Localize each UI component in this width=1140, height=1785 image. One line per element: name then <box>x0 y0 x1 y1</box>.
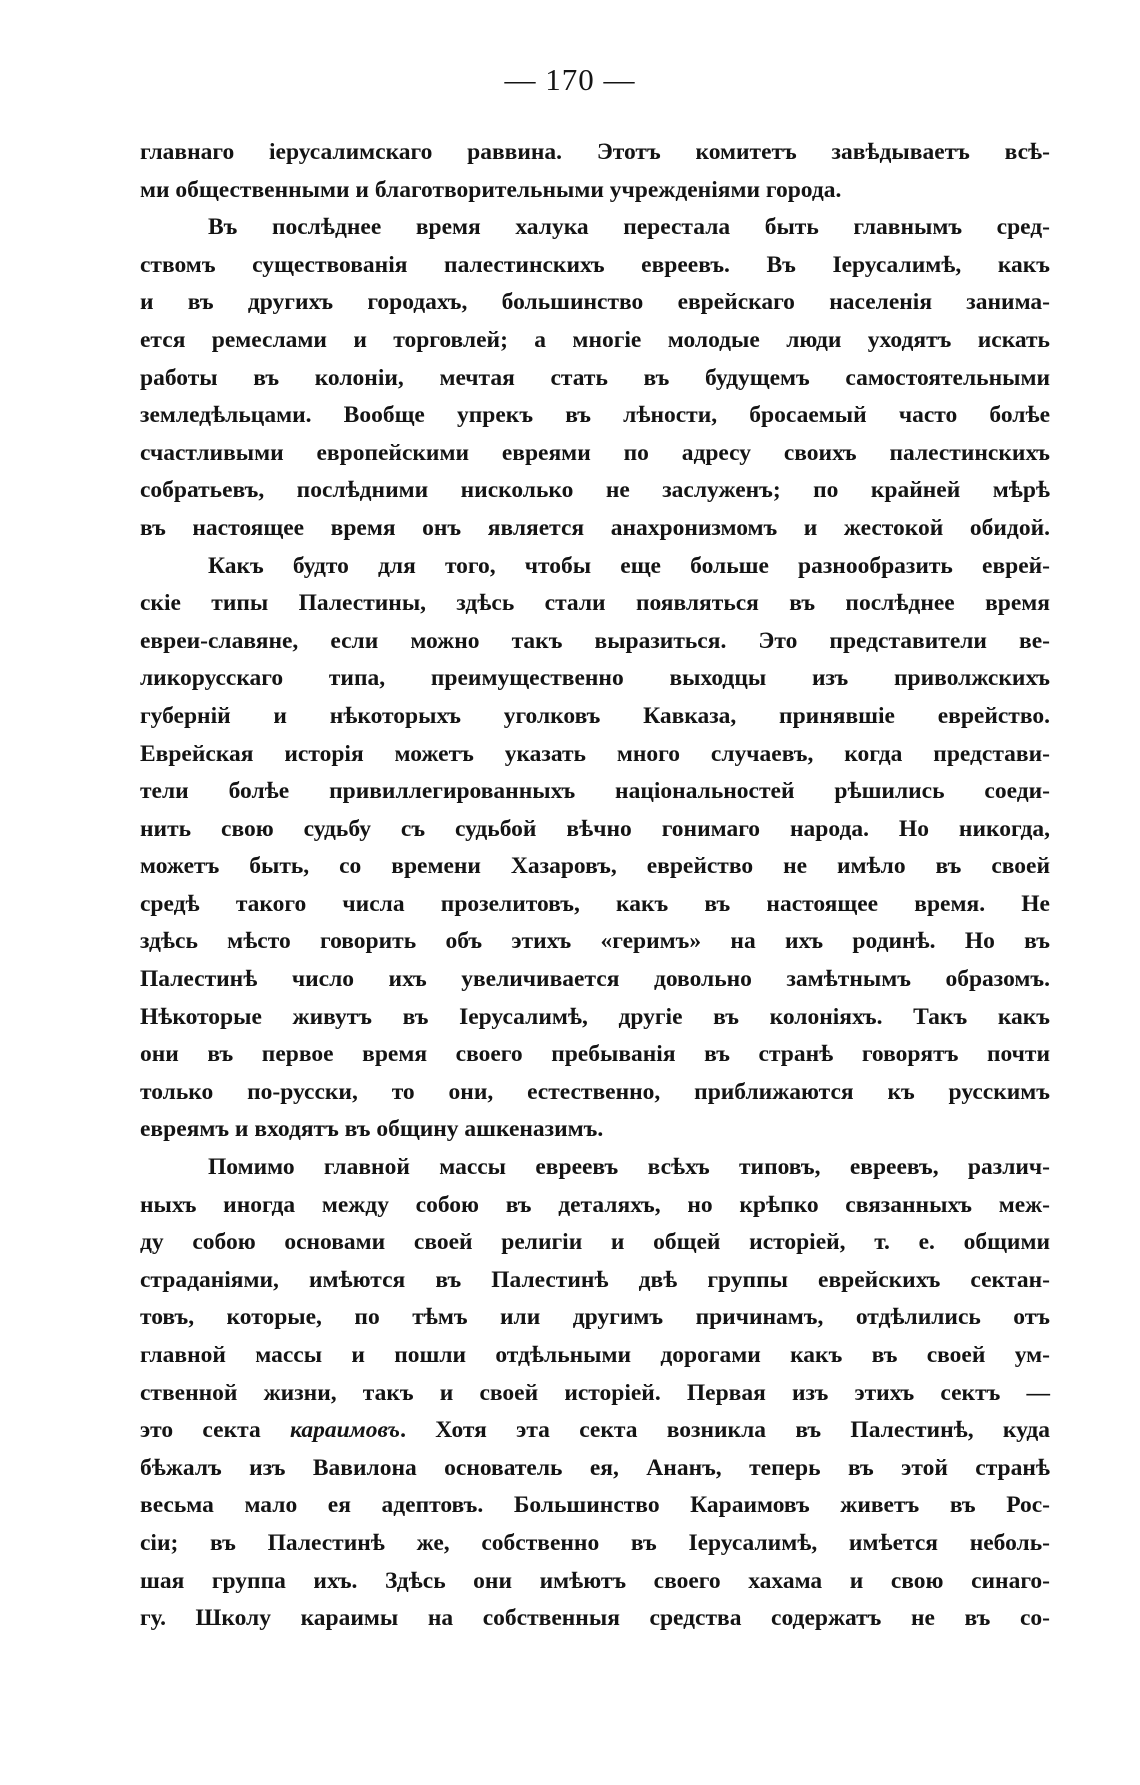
text-line-with-italic <box>140 1412 1050 1450</box>
paragraph <box>140 1149 1050 1638</box>
text-line: ликорусскаго типа, преимущественно выходцы изъ приволжскихъ <box>140 665 1050 692</box>
text-line: ется ремеслами и торговлей; а многіе молодые люди уходятъ искать <box>140 326 1050 353</box>
text-line: и въ другихъ городахъ, большинство еврейскаго населенія занима- <box>140 289 1050 316</box>
text-line: сіи; въ Палестинѣ же, собственно въ Іерусалимѣ, имѣется неболь- <box>140 1529 1050 1556</box>
text-line: главной массы и пошли отдѣльными дорогами какъ въ своей ум- <box>140 1342 1050 1368</box>
text-line: Какъ будто для того, чтобы еще больше разнообразить еврей- <box>208 552 1050 579</box>
text-line: земледѣльцами. Вообще упрекъ въ лѣности, бросаемый часто болѣе <box>140 402 1050 429</box>
text-line: Палестинѣ число ихъ увеличивается довольно замѣтнымъ образомъ. <box>140 966 1050 993</box>
text-line: Нѣкоторые живутъ въ Іерусалимѣ, другіе въ колоніяхъ. Такъ какъ <box>140 1003 1050 1030</box>
text-line: ныхъ иногда между собою въ деталяхъ, но крѣпко связанныхъ меж- <box>140 1191 1050 1218</box>
text-line: собратьевъ, послѣдними нисколько не заслуженъ; по крайней мѣрѣ <box>140 477 1050 504</box>
text-line: только по-русски, то они, естественно, приближаются къ русскимъ <box>140 1078 1050 1105</box>
paragraph <box>140 209 1050 547</box>
text-fragment: это секта <box>140 1417 290 1444</box>
text-line: скіе типы Палестины, здѣсь стали появляться въ послѣднее время <box>140 590 1050 617</box>
page-number: — 170 — <box>504 62 636 97</box>
text-line: гу. Школу караимы на собственныя средства содержатъ не въ со- <box>140 1605 1050 1632</box>
text-line: тели болѣе привиллегированныхъ національностей рѣшились соеди- <box>140 778 1050 805</box>
text-line: счастливыми европейскими евреями по адресу своихъ палестинскихъ <box>140 439 1050 466</box>
text-line: шая группа ихъ. Здѣсь они имѣютъ своего хахама и свою синаго- <box>140 1567 1050 1594</box>
text-line: средѣ такого числа прозелитовъ, какъ въ настоящее время. Не <box>140 890 1050 917</box>
text-line: ду собою основами своей религіи и общей исторіей, т. е. общими <box>140 1229 1050 1256</box>
text-line: Помимо главной массы евреевъ всѣхъ типовъ, евреевъ, различ- <box>208 1154 1050 1181</box>
text-line: весьма мало ея адептовъ. Большинство Караимовъ живетъ въ Рос- <box>140 1492 1050 1519</box>
text-line: Еврейская исторія можетъ указать много случаевъ, когда представи- <box>140 740 1050 767</box>
text-line: бѣжалъ изъ Вавилона основатель ея, Ананъ, теперь въ этой странѣ <box>140 1454 1050 1481</box>
text-line: нить свою судьбу съ судьбой вѣчно гонимаго народа. Но никогда, <box>140 815 1050 842</box>
text-line: Въ послѣднее время халука перестала быть главнымъ сред- <box>208 214 1050 241</box>
text-line: въ настоящее время онъ является анахронизмомъ и жестокой обидой. <box>140 514 1050 541</box>
paragraph <box>140 548 1050 1150</box>
text-line: ми общественными и благотворительными учрежденіями города. <box>140 176 842 203</box>
text-fragment: . Хотя эта секта возникла въ Палестинѣ, куда <box>400 1417 1050 1444</box>
text-line: можетъ быть, со времени Хазаровъ, еврейство не имѣло въ своей <box>140 853 1050 880</box>
italic-term: караимовъ <box>290 1417 401 1444</box>
text-line: главнаго іерусалимскаго раввина. Этотъ комитетъ завѣдываетъ всѣ- <box>140 139 1050 165</box>
text-line: губерній и нѣкоторыхъ уголковъ Кавказа, принявшіе еврейство. <box>140 702 1050 729</box>
paragraph <box>140 134 1050 209</box>
text-line: страданіями, имѣются въ Палестинѣ двѣ группы еврейскихъ сектан- <box>140 1266 1050 1293</box>
text-line: товъ, которые, по тѣмъ или другимъ причинамъ, отдѣлились отъ <box>140 1304 1050 1331</box>
text-line: здѣсь мѣсто говорить объ этихъ «геримъ» на ихъ родинѣ. Но въ <box>140 928 1050 955</box>
text-line: работы въ колоніи, мечтая стать въ будущемъ самостоятельными <box>140 364 1050 391</box>
text-line: ственной жизни, такъ и своей исторіей. Первая изъ этихъ сектъ — <box>140 1379 1050 1406</box>
text-line: евреи-славяне, если можно такъ выразиться. Это представители ве- <box>140 627 1050 654</box>
text-line: ствомъ существованія палестинскихъ евреевъ. Въ Іерусалимѣ, какъ <box>140 251 1050 278</box>
text-line: евреямъ и входятъ въ общину ашкеназимъ. <box>140 1116 604 1143</box>
page-body <box>140 134 1050 1638</box>
text-line: они въ первое время своего пребыванія въ странѣ говорятъ почти <box>140 1041 1050 1068</box>
